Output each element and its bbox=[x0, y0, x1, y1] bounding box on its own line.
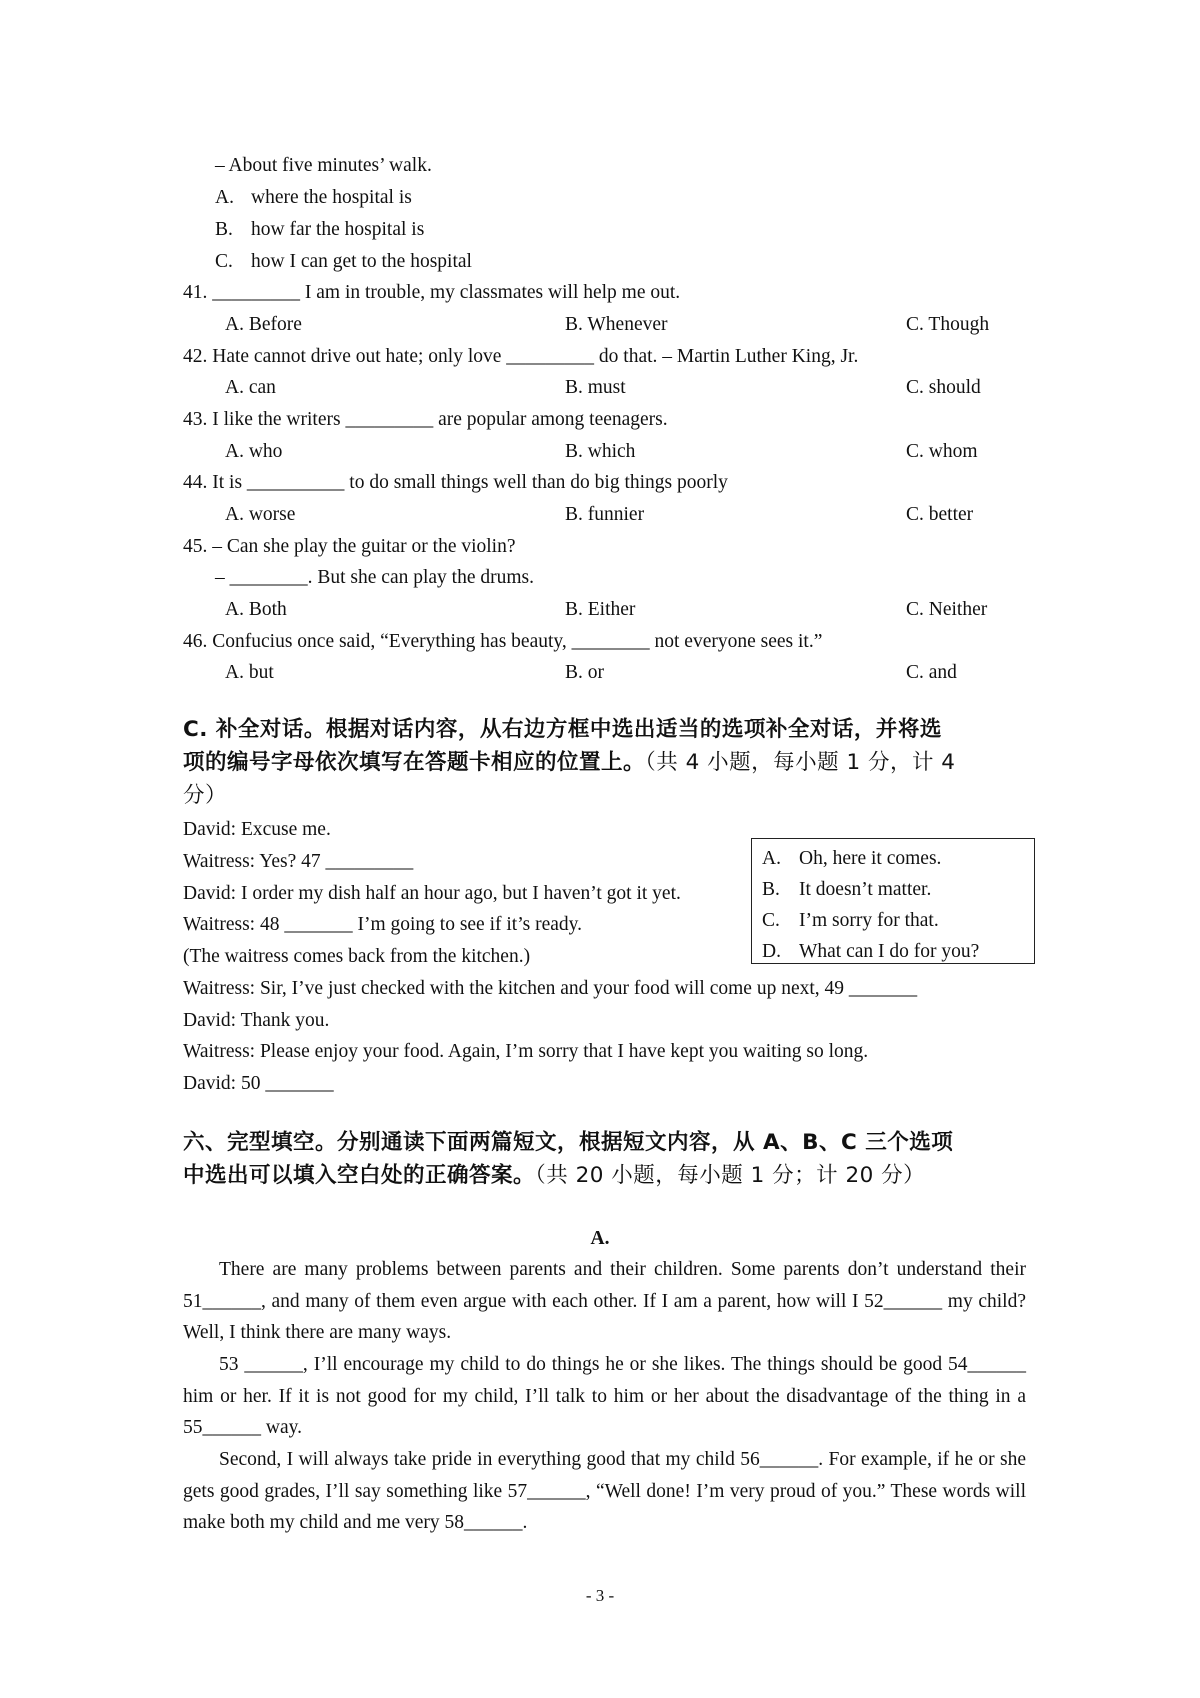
box-option-d-letter: D. bbox=[762, 941, 781, 962]
dialogue-line-2: Waitress: Yes? 47 _________ bbox=[183, 851, 414, 872]
question-42-option-b: B. must bbox=[565, 377, 626, 398]
passage-a-paragraph-3: Second, I will always take pride in everything good that my child 56______. For example, if he or she gets good grades, I’ll say something like 57______, “Well done! I’m very proud of you.” These words will make both my child and me very 58______. bbox=[183, 1449, 1026, 1534]
question-41-option-b: B. Whenever bbox=[565, 314, 668, 335]
q40-option-c-text: how I can get to the hospital bbox=[251, 251, 472, 272]
section-6-heading-line1: 六、完型填空。分别通读下面两篇短文，根据短文内容，从 A、B、C 三个选项 bbox=[183, 1130, 954, 1155]
question-41-stem: 41. _________ I am in trouble, my classmates will help me out. bbox=[183, 282, 681, 303]
section-c-heading-note-end: 分） bbox=[183, 783, 228, 808]
box-option-a-letter: A. bbox=[762, 848, 781, 869]
question-45-stem: 45. – Can she play the guitar or the violin? bbox=[183, 536, 516, 557]
section-c-heading-line2: 项的编号字母依次填写在答题卡相应的位置上。 bbox=[183, 750, 646, 775]
question-45-option-a: A. Both bbox=[225, 599, 287, 620]
dialogue-line-3: David: I order my dish half an hour ago, but I haven’t got it yet. bbox=[183, 883, 681, 904]
box-option-d-text: What can I do for you? bbox=[799, 941, 980, 962]
question-46-stem: 46. Confucius once said, “Everything has beauty, ________ not everyone sees it.” bbox=[183, 631, 823, 652]
question-43-option-a: A. who bbox=[225, 441, 283, 462]
dialogue-line-5: (The waitress comes back from the kitchen.) bbox=[183, 946, 531, 967]
question-46-option-a: A. but bbox=[225, 662, 274, 683]
box-option-c-text: I’m sorry for that. bbox=[799, 910, 939, 931]
box-option-c-letter: C. bbox=[762, 910, 780, 931]
passage-a-paragraph-2: 53 ______, I’ll encourage my child to do things he or she likes. The things should be good 54______ him or her. If it is not good for my child, I’ll talk to him or her about the disadvantage of the thing in a 55______ way. bbox=[183, 1354, 1026, 1439]
box-option-b-text: It doesn’t matter. bbox=[799, 879, 932, 900]
question-41-option-c: C. Though bbox=[906, 314, 990, 335]
passage-a-paragraph-1: There are many problems between parents and their children. Some parents don’t understand their 51______, and many of them even argue with each other. If I am a parent, how will I 52______ my child? Well, I think there are many ways. bbox=[183, 1259, 1026, 1344]
section-c-heading-note: （共 4 小题，每小题 1 分，计 4 bbox=[645, 750, 956, 775]
question-42-stem: 42. Hate cannot drive out hate; only love _________ do that. – Martin Luther King, Jr. bbox=[183, 346, 859, 367]
passage-a-title: A. bbox=[590, 1228, 610, 1249]
dialogue-line-8: Waitress: Please enjoy your food. Again, I’m sorry that I have kept you waiting so long. bbox=[183, 1041, 869, 1062]
question-44-option-a: A. worse bbox=[225, 504, 296, 525]
dialogue-line-9: David: 50 _______ bbox=[183, 1073, 334, 1094]
dialogue-options-box bbox=[751, 838, 1035, 964]
q40-option-b-letter: B. bbox=[215, 219, 233, 240]
box-option-b-letter: B. bbox=[762, 879, 780, 900]
question-45-option-c: C. Neither bbox=[906, 599, 988, 620]
question-43-option-c: C. whom bbox=[906, 441, 978, 462]
question-41-option-a: A. Before bbox=[225, 314, 302, 335]
dialogue-line-6: Waitress: Sir, I’ve just checked with the kitchen and your food will come up next, 49 _______ bbox=[183, 978, 918, 999]
q40-option-b-text: how far the hospital is bbox=[251, 219, 425, 240]
question-44-stem: 44. It is __________ to do small things well than do big things poorly bbox=[183, 472, 728, 493]
q40-option-c-letter: C. bbox=[215, 251, 233, 272]
section-6-heading-note: （共 20 小题，每小题 1 分；计 20 分） bbox=[535, 1163, 926, 1188]
question-46-option-b: B. or bbox=[565, 662, 604, 683]
question-42-option-a: A. can bbox=[225, 377, 276, 398]
q40-option-a-text: where the hospital is bbox=[251, 187, 412, 208]
q40-answer-line: – About five minutes’ walk. bbox=[215, 155, 432, 176]
question-45-stem-response: – ________. But she can play the drums. bbox=[215, 567, 534, 588]
section-6-heading bbox=[183, 1126, 1028, 1192]
dialogue-line-4: Waitress: 48 _______ I’m going to see if it’s ready. bbox=[183, 914, 583, 935]
page-number: - 3 - bbox=[585, 1586, 615, 1605]
question-45-option-b: B. Either bbox=[565, 599, 636, 620]
question-44-option-b: B. funnier bbox=[565, 504, 645, 525]
dialogue-line-1: David: Excuse me. bbox=[183, 819, 331, 840]
dialogue-line-7: David: Thank you. bbox=[183, 1010, 330, 1031]
section-c-heading-line1: C. 补全对话。根据对话内容，从右边方框中选出适当的选项补全对话，并将选 bbox=[183, 717, 942, 742]
box-option-a-text: Oh, here it comes. bbox=[799, 848, 942, 869]
section-c-heading bbox=[183, 713, 1028, 812]
question-43-option-b: B. which bbox=[565, 441, 636, 462]
section-6-heading-line2: 中选出可以填入空白处的正确答案。 bbox=[183, 1163, 536, 1188]
question-42-option-c: C. should bbox=[906, 377, 981, 398]
q40-option-a-letter: A. bbox=[215, 187, 234, 208]
question-43-stem: 43. I like the writers _________ are popular among teenagers. bbox=[183, 409, 668, 430]
question-44-option-c: C. better bbox=[906, 504, 974, 525]
question-46-option-c: C. and bbox=[906, 662, 957, 683]
